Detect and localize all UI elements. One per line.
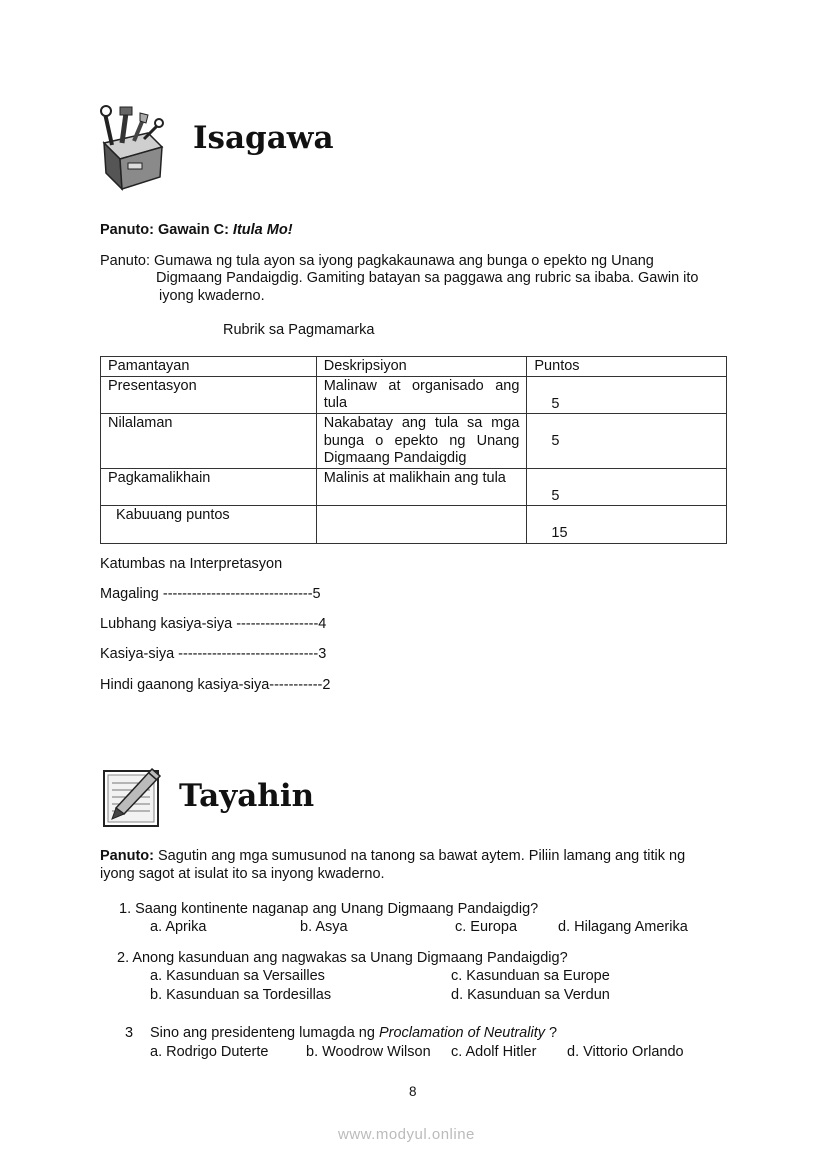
question-3-number: 3 bbox=[125, 1025, 134, 1041]
q1-choice-b: b. Asya bbox=[300, 919, 348, 935]
q3-choice-a: a. Rodrigo Duterte bbox=[150, 1044, 269, 1060]
notepad-pencil-icon bbox=[102, 767, 164, 829]
header-deskripsiyon: Deskripsiyon bbox=[316, 357, 527, 377]
interpretasyon-item: Lubhang kasiya-siya -----------------4 bbox=[100, 616, 327, 632]
watermark: www.modyul.online bbox=[338, 1126, 475, 1143]
puntos-value: 15 bbox=[551, 525, 568, 541]
puntos-cell bbox=[527, 506, 727, 544]
q2-choice-c: c. Kasunduan sa Europe bbox=[451, 968, 610, 984]
deskripsiyon-cell: Malinis at malikhain ang tula bbox=[316, 468, 527, 506]
table-row bbox=[101, 506, 727, 544]
isagawa-heading: Isagawa bbox=[193, 120, 334, 156]
toolbox-icon bbox=[98, 103, 168, 193]
puntos-value: 5 bbox=[551, 487, 560, 504]
deskripsiyon-cell: Malinaw at organisado ang tula bbox=[316, 376, 527, 414]
table-row bbox=[101, 414, 727, 469]
pamantayan-cell: Pagkamalikhain bbox=[101, 468, 317, 506]
panuto-line-1: Panuto: Gumawa ng tula ayon sa iyong pagkakaunawa ang bunga o epekto ng Unang bbox=[100, 253, 654, 269]
interpretasyon-item: Magaling -------------------------------5 bbox=[100, 586, 321, 602]
q3-choice-b: b. Woodrow Wilson bbox=[306, 1044, 431, 1060]
tayahin-panuto-line-1 bbox=[100, 848, 685, 864]
rubric-table bbox=[100, 356, 727, 544]
panuto-line-3: iyong kwaderno. bbox=[159, 288, 265, 304]
puntos-cell bbox=[527, 468, 727, 506]
pamantayan-cell: Nilalaman bbox=[101, 414, 317, 469]
puntos-cell bbox=[527, 414, 727, 469]
table-row bbox=[101, 468, 727, 506]
q2-choice-d: d. Kasunduan sa Verdun bbox=[451, 987, 610, 1003]
table-header-row bbox=[101, 357, 727, 377]
question-1: 1. Saang kontinente naganap ang Unang Digmaang Pandaigdig? bbox=[119, 901, 539, 917]
header-pamantayan: Pamantayan bbox=[101, 357, 317, 377]
puntos-value: 5 bbox=[551, 395, 560, 412]
gawain-title: Itula Mo! bbox=[232, 222, 293, 238]
q3-text-post: ? bbox=[544, 1025, 558, 1041]
q3-choice-d: d. Vittorio Orlando bbox=[567, 1044, 684, 1060]
interpretasyon-item: Hindi gaanong kasiya-siya-----------2 bbox=[100, 677, 331, 693]
deskripsiyon-cell bbox=[316, 506, 527, 544]
tayahin-heading: Tayahin bbox=[179, 778, 315, 814]
page-number: 8 bbox=[409, 1084, 417, 1099]
q1-choice-a: a. Aprika bbox=[150, 919, 207, 935]
panuto-line-2: Digmaang Pandaigdig. Gamiting batayan sa paggawa ang rubric sa ibaba. Gawin ito bbox=[156, 270, 699, 286]
q3-text-pre: Sino ang presidenteng lumagda ng bbox=[150, 1025, 379, 1041]
gawain-instruction bbox=[100, 222, 293, 238]
q3-text-italic: Proclamation of Neutrality bbox=[378, 1025, 545, 1041]
puntos-value: 5 bbox=[551, 433, 560, 449]
puntos-cell bbox=[527, 376, 727, 414]
q1-choice-d: d. Hilagang Amerika bbox=[558, 919, 688, 935]
table-row bbox=[101, 376, 727, 414]
interpretasyon-item: Kasiya-siya -----------------------------3 bbox=[100, 646, 327, 662]
gawain-label: Panuto: Gawain C: bbox=[100, 222, 233, 238]
pamantayan-cell: Presentasyon bbox=[101, 376, 317, 414]
q2-choice-a: a. Kasunduan sa Versailles bbox=[150, 968, 325, 984]
tayahin-panuto-text: Sagutin ang mga sumusunod na tanong sa bawat aytem. Piliin lamang ang titik ng bbox=[153, 848, 686, 864]
q2-choice-b: b. Kasunduan sa Tordesillas bbox=[150, 987, 332, 1003]
pamantayan-cell: Kabuuang puntos bbox=[101, 506, 317, 544]
header-puntos: Puntos bbox=[527, 357, 727, 377]
question-3 bbox=[150, 1025, 557, 1041]
question-2: 2. Anong kasunduan ang nagwakas sa Unang Digmaang Pandaigdig? bbox=[117, 950, 568, 966]
interpretasyon-title: Katumbas na Interpretasyon bbox=[100, 556, 283, 572]
tayahin-panuto-label: Panuto: bbox=[100, 848, 154, 864]
tayahin-panuto-line-2: iyong sagot at isulat ito sa inyong kwaderno. bbox=[100, 866, 385, 882]
q1-choice-c: c. Europa bbox=[455, 919, 518, 935]
deskripsiyon-cell: Nakabatay ang tula sa mga bunga o epekto ng Unang Digmaang Pandaigdig bbox=[316, 414, 527, 469]
q3-choice-c: c. Adolf Hitler bbox=[451, 1044, 537, 1060]
rubric-title: Rubrik sa Pagmamarka bbox=[223, 322, 375, 338]
